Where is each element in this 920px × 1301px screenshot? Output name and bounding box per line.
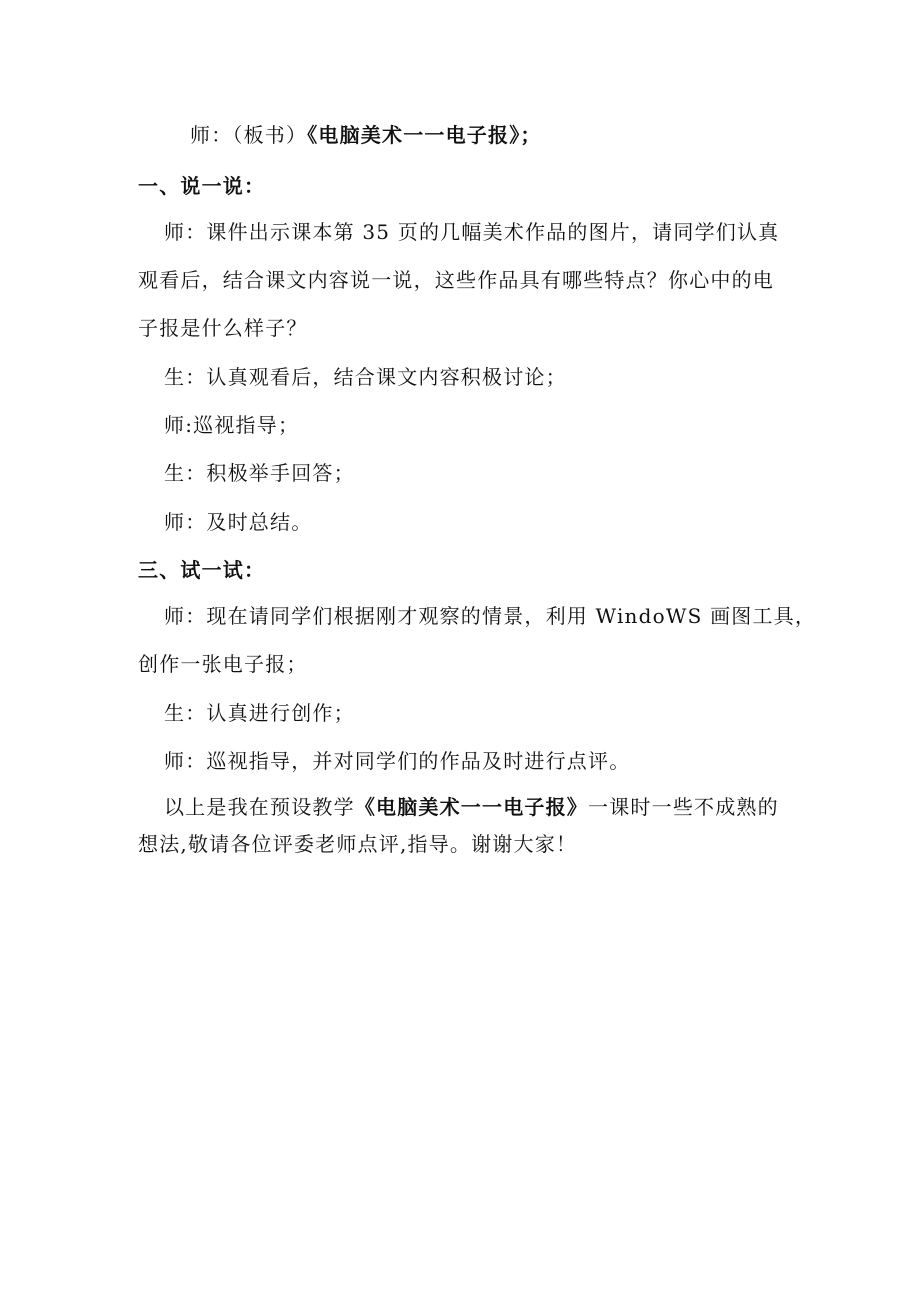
paragraph-line: 生：认真进行创作； [164, 701, 355, 725]
closing-line [0, 794, 920, 820]
closing-part1: 以上是我在预设教学 [164, 795, 355, 819]
intro-speaker: 师：（板书） [190, 123, 308, 147]
paragraph-line: 生：积极举手回答； [164, 461, 355, 485]
paragraph-line: 师：及时总结。 [164, 510, 313, 534]
paragraph-line: 师:巡视指导； [164, 413, 300, 437]
paragraph-line: 师：巡视指导，并对同学们的作品及时进行点评。 [164, 749, 631, 773]
paragraph-line: 生：认真观看后，结合课文内容积极讨论； [164, 365, 567, 389]
paragraph-line: 创作一张电子报； [138, 652, 308, 676]
paragraph-line: 师：课件出示课本第 35 页的几幅美术作品的图片，请同学们认真 [164, 220, 780, 244]
closing-part2: 一课时一些不成熟的 [588, 795, 779, 819]
paragraph-line: 子报是什么样子？ [138, 316, 308, 340]
paragraph-line: 师：现在请同学们根据刚才观察的情景，利用 WindoWS 画图工具， [164, 604, 817, 628]
closing-line-2: 想法,敬请各位评委老师点评,指导。谢谢大家！ [138, 832, 578, 856]
intro-title: 《电脑美术一一电子报》； [307, 123, 542, 147]
closing-title: 《电脑美术一一电子报》 [354, 795, 589, 819]
intro-line [0, 122, 920, 148]
section-heading-2: 三、试一试： [138, 558, 266, 582]
paragraph-line: 观看后，结合课文内容说一说，这些作品具有哪些特点？你心中的电 [138, 268, 774, 292]
section-heading-1: 一、说一说： [138, 174, 266, 198]
